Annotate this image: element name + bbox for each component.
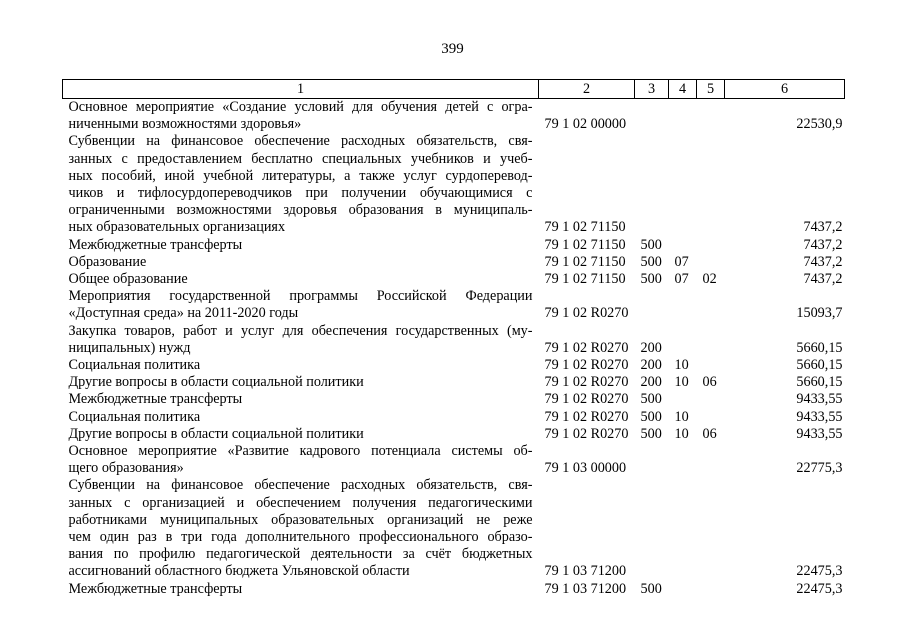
row-name-line: ных образовательных организациях bbox=[68, 219, 286, 236]
header-col-2: 2 bbox=[539, 80, 635, 99]
row-name bbox=[63, 409, 539, 426]
row-name-line: ных пособий, иной учебной литературы, а также услуг сурдоперевод- bbox=[68, 167, 533, 184]
table-row bbox=[63, 237, 845, 254]
row-subsection-code bbox=[697, 133, 725, 236]
row-code: 79 1 02 R0270 bbox=[544, 374, 629, 391]
row-subsection-code bbox=[697, 254, 725, 271]
row-section-code: 10 bbox=[674, 425, 689, 442]
row-name bbox=[63, 477, 539, 580]
row-name-line: работниками муниципальных образовательных организаций не реже bbox=[68, 511, 533, 528]
row-name-line: Основное мероприятие «Создание условий для обучения детей с огра- bbox=[68, 99, 533, 115]
row-group-code: 200 bbox=[640, 339, 662, 356]
row-group-code bbox=[635, 288, 669, 322]
row-amount: 9433,55 bbox=[796, 408, 843, 425]
row-name-line: «Доступная среда» на 2011-2020 годы bbox=[68, 305, 299, 322]
row-amount: 7437,2 bbox=[803, 219, 843, 236]
row-code: 79 1 02 00000 bbox=[544, 116, 627, 133]
header-row bbox=[63, 80, 845, 99]
row-name-line: ниченными возможностями здоровья» bbox=[68, 116, 302, 133]
row-code: 79 1 02 R0270 bbox=[544, 408, 629, 425]
row-subsection-code bbox=[697, 288, 725, 322]
row-name-line: вания по профилю педагогической деятельности за счёт бюджетных bbox=[68, 546, 533, 563]
row-amount: 7437,2 bbox=[803, 271, 843, 288]
row-name bbox=[63, 374, 539, 391]
row-group-code: 500 bbox=[640, 236, 662, 253]
table-row bbox=[63, 288, 845, 322]
row-name bbox=[63, 99, 539, 134]
row-name-line: Субвенции на финансовое обеспечение расходных обязательств, свя- bbox=[68, 133, 533, 150]
row-group-code bbox=[635, 443, 669, 477]
row-name bbox=[63, 254, 539, 271]
row-name-line: чем один раз в три года дополнительного профессионального образо- bbox=[68, 529, 533, 546]
table-row bbox=[63, 254, 845, 271]
row-amount: 22475,3 bbox=[796, 580, 843, 597]
row-name-line: Межбюджетные трансферты bbox=[68, 580, 243, 597]
row-amount: 5660,15 bbox=[796, 374, 843, 391]
row-amount: 22530,9 bbox=[796, 116, 843, 133]
header-col-3: 3 bbox=[635, 80, 669, 99]
row-name-line: Другие вопросы в области социальной политики bbox=[68, 374, 364, 391]
header-col-1: 1 bbox=[63, 80, 539, 99]
row-group-code: 200 bbox=[640, 374, 662, 391]
row-group-code: 500 bbox=[640, 425, 662, 442]
row-subsection-code bbox=[697, 443, 725, 477]
row-code: 79 1 02 71150 bbox=[544, 219, 626, 236]
row-group-code bbox=[635, 99, 669, 134]
row-name-line: Межбюджетные трансферты bbox=[68, 391, 243, 408]
row-code: 79 1 02 R0270 bbox=[544, 357, 629, 374]
table-row bbox=[63, 133, 845, 236]
row-subsection-code: 06 bbox=[702, 374, 717, 391]
table-header bbox=[63, 80, 845, 99]
row-section-code: 07 bbox=[674, 253, 689, 270]
row-section-code bbox=[669, 477, 697, 580]
row-name bbox=[63, 581, 539, 598]
row-subsection-code bbox=[697, 391, 725, 408]
table-row bbox=[63, 477, 845, 580]
row-group-code bbox=[635, 133, 669, 236]
row-group-code: 500 bbox=[640, 253, 662, 270]
row-amount: 9433,55 bbox=[796, 425, 843, 442]
table-row bbox=[63, 374, 845, 391]
row-amount: 9433,55 bbox=[796, 391, 843, 408]
table-row bbox=[63, 357, 845, 374]
row-amount: 7437,2 bbox=[803, 236, 843, 253]
row-code: 79 1 02 71150 bbox=[544, 236, 626, 253]
row-section-code bbox=[669, 288, 697, 322]
header-col-6: 6 bbox=[725, 80, 845, 99]
table-row bbox=[63, 271, 845, 288]
row-section-code bbox=[669, 237, 697, 254]
row-name-line: Общее образование bbox=[68, 271, 188, 288]
table-row bbox=[63, 99, 845, 134]
row-section-code bbox=[669, 391, 697, 408]
row-code: 79 1 03 71200 bbox=[544, 580, 627, 597]
row-amount: 5660,15 bbox=[796, 339, 843, 356]
row-name-line: занных с предоставлением бесплатно специальных учебников и учеб- bbox=[68, 150, 533, 167]
row-name bbox=[63, 443, 539, 477]
row-subsection-code bbox=[697, 477, 725, 580]
row-amount: 15093,7 bbox=[796, 305, 843, 322]
row-name-line: Субвенции на финансовое обеспечение расходных обязательств, свя- bbox=[68, 477, 533, 494]
row-code: 79 1 03 71200 bbox=[544, 563, 627, 580]
row-name-line: Социальная политика bbox=[68, 408, 201, 425]
row-name bbox=[63, 426, 539, 443]
row-code: 79 1 02 71150 bbox=[544, 271, 626, 288]
table-row bbox=[63, 409, 845, 426]
row-code: 79 1 02 R0270 bbox=[544, 391, 629, 408]
row-name-line: Закупка товаров, работ и услуг для обеспечения государственных (му- bbox=[68, 322, 533, 339]
row-subsection-code bbox=[697, 409, 725, 426]
row-group-code: 500 bbox=[640, 271, 662, 288]
row-name-line: Социальная политика bbox=[68, 357, 201, 374]
row-code: 79 1 02 R0270 bbox=[544, 425, 629, 442]
row-section-code bbox=[669, 99, 697, 134]
row-name-line: ассигнований областного бюджета Ульяновской области bbox=[68, 563, 410, 580]
row-group-code: 200 bbox=[640, 357, 662, 374]
row-name-line: ограниченными возможностями здоровья образования в муниципаль- bbox=[68, 202, 533, 219]
table-row bbox=[63, 443, 845, 477]
row-section-code bbox=[669, 133, 697, 236]
row-subsection-code bbox=[697, 581, 725, 598]
row-group-code: 500 bbox=[640, 391, 662, 408]
row-name bbox=[63, 271, 539, 288]
row-section-code bbox=[669, 443, 697, 477]
row-name bbox=[63, 288, 539, 322]
row-group-code: 500 bbox=[640, 408, 662, 425]
row-amount: 7437,2 bbox=[803, 253, 843, 270]
row-group-code bbox=[635, 477, 669, 580]
row-name-line: ниципальных) нужд bbox=[68, 339, 191, 356]
page-number: 399 bbox=[441, 41, 464, 57]
row-subsection-code bbox=[697, 99, 725, 134]
row-code: 79 1 02 R0270 bbox=[544, 339, 629, 356]
row-code: 79 1 03 00000 bbox=[544, 460, 627, 477]
row-section-code bbox=[669, 323, 697, 357]
row-name-line: Основное мероприятие «Развитие кадрового потенциала системы об- bbox=[68, 443, 533, 460]
table-body bbox=[63, 99, 845, 598]
row-amount: 22775,3 bbox=[796, 460, 843, 477]
row-name-line: Межбюджетные трансферты bbox=[68, 236, 243, 253]
row-amount: 22475,3 bbox=[796, 563, 843, 580]
row-subsection-code bbox=[697, 323, 725, 357]
row-subsection-code bbox=[697, 357, 725, 374]
row-code: 79 1 02 71150 bbox=[544, 253, 626, 270]
row-code: 79 1 02 R0270 bbox=[544, 305, 629, 322]
row-name-line: чиков и тифлосурдопереводчиков при получении обучающимися с bbox=[68, 185, 533, 202]
table-row bbox=[63, 391, 845, 408]
row-name-line: Мероприятия государственной программы Российской Федерации bbox=[68, 288, 533, 305]
row-name-line: Другие вопросы в области социальной политики bbox=[68, 425, 364, 442]
budget-table bbox=[62, 79, 845, 598]
row-section-code: 10 bbox=[674, 357, 689, 374]
row-subsection-code: 06 bbox=[702, 425, 717, 442]
header-col-5: 5 bbox=[697, 80, 725, 99]
row-name-line: занных с организацией и обеспечением получения педагогическими bbox=[68, 494, 533, 511]
row-section-code: 10 bbox=[674, 374, 689, 391]
row-section-code: 10 bbox=[674, 408, 689, 425]
row-name-line: Образование bbox=[68, 253, 147, 270]
header-col-4: 4 bbox=[669, 80, 697, 99]
row-subsection-code: 02 bbox=[702, 271, 717, 288]
table-row bbox=[63, 323, 845, 357]
row-name bbox=[63, 237, 539, 254]
table-row bbox=[63, 426, 845, 443]
row-section-code: 07 bbox=[674, 271, 689, 288]
row-subsection-code bbox=[697, 237, 725, 254]
row-name bbox=[63, 391, 539, 408]
row-name bbox=[63, 133, 539, 236]
row-section-code bbox=[669, 581, 697, 598]
row-group-code: 500 bbox=[640, 580, 662, 597]
row-amount: 5660,15 bbox=[796, 357, 843, 374]
row-name bbox=[63, 323, 539, 357]
row-name-line: щего образования» bbox=[68, 460, 184, 477]
table-row bbox=[63, 581, 845, 598]
row-name bbox=[63, 357, 539, 374]
